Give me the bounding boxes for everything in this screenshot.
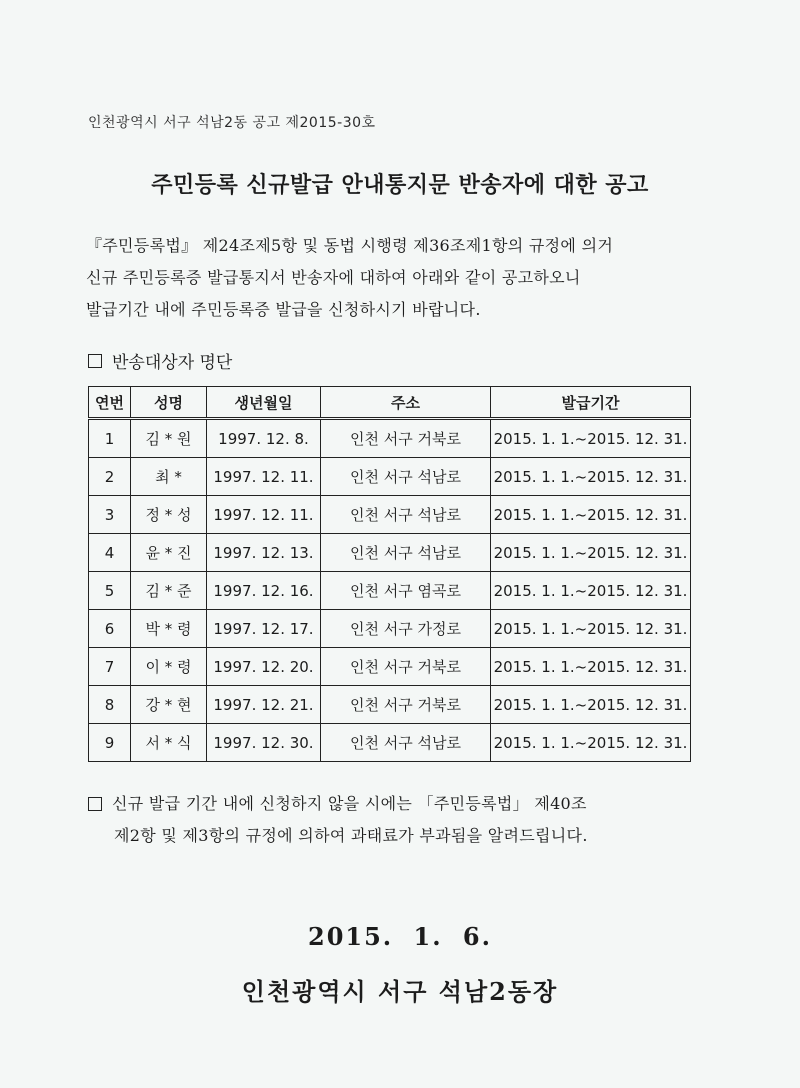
notice-date: 2015. 1. 6. — [308, 922, 492, 951]
cell-name: 이 * 령 — [131, 648, 207, 686]
cell-period: 2015. 1. 1.~2015. 12. 31. — [491, 648, 691, 686]
cell-address: 인천 서구 거북로 — [321, 419, 491, 458]
cell-name: 최 * — [131, 458, 207, 496]
roster-heading-label: 반송대상자 명단 — [112, 353, 233, 373]
cell-birthdate: 1997. 12. 11. — [207, 458, 321, 496]
cell-number: 4 — [89, 534, 131, 572]
cell-address: 인천 서구 석남로 — [321, 458, 491, 496]
cell-name: 박 * 령 — [131, 610, 207, 648]
cell-name: 서 * 식 — [131, 724, 207, 762]
cell-address: 인천 서구 거북로 — [321, 648, 491, 686]
issuing-authority: 인천광역시 서구 석남2동장 — [241, 977, 559, 1006]
notice-number: 인천광역시 서구 석남2동 공고 제2015-30호 — [88, 115, 376, 131]
roster-heading — [88, 348, 232, 373]
cell-number: 5 — [89, 572, 131, 610]
table-row — [89, 534, 691, 572]
cell-period: 2015. 1. 1.~2015. 12. 31. — [491, 724, 691, 762]
table-header-row — [89, 387, 691, 419]
penalty-notice-line: 신규 발급 기간 내에 신청하지 않을 시에는 「주민등록법」 제40조 — [112, 794, 587, 813]
document-title: 주민등록 신규발급 안내통지문 반송자에 대한 공고 — [151, 172, 649, 198]
intro-paragraph — [86, 230, 716, 326]
cell-period: 2015. 1. 1.~2015. 12. 31. — [491, 419, 691, 458]
cell-number: 2 — [89, 458, 131, 496]
cell-address: 인천 서구 석남로 — [321, 496, 491, 534]
table-row — [89, 724, 691, 762]
cell-period: 2015. 1. 1.~2015. 12. 31. — [491, 534, 691, 572]
cell-birthdate: 1997. 12. 20. — [207, 648, 321, 686]
cell-name: 김 * 원 — [131, 419, 207, 458]
cell-birthdate: 1997. 12. 11. — [207, 496, 321, 534]
table-row — [89, 496, 691, 534]
cell-name: 강 * 현 — [131, 686, 207, 724]
cell-name: 김 * 준 — [131, 572, 207, 610]
intro-line: 신규 주민등록증 발급통지서 반송자에 대하여 아래와 같이 공고하오니 — [86, 268, 581, 287]
cell-period: 2015. 1. 1.~2015. 12. 31. — [491, 686, 691, 724]
table-row — [89, 686, 691, 724]
cell-number: 3 — [89, 496, 131, 534]
cell-address: 인천 서구 염곡로 — [321, 572, 491, 610]
cell-birthdate: 1997. 12. 17. — [207, 610, 321, 648]
cell-period: 2015. 1. 1.~2015. 12. 31. — [491, 496, 691, 534]
cell-address: 인천 서구 석남로 — [321, 724, 491, 762]
cell-number: 6 — [89, 610, 131, 648]
cell-period: 2015. 1. 1.~2015. 12. 31. — [491, 572, 691, 610]
cell-birthdate: 1997. 12. 30. — [207, 724, 321, 762]
intro-line: 『주민등록법』 제24조제5항 및 동법 시행령 제36조제1항의 규정에 의거 — [86, 236, 614, 255]
cell-address: 인천 서구 석남로 — [321, 534, 491, 572]
column-header-name: 성명 — [131, 387, 207, 419]
checkbox-square-icon — [88, 354, 102, 368]
column-header-address: 주소 — [321, 387, 491, 419]
cell-birthdate: 1997. 12. 13. — [207, 534, 321, 572]
column-header-birthdate: 생년월일 — [207, 387, 321, 419]
table-row — [89, 419, 691, 458]
cell-birthdate: 1997. 12. 8. — [207, 419, 321, 458]
cell-address: 인천 서구 가정로 — [321, 610, 491, 648]
table-row — [89, 458, 691, 496]
table-row — [89, 572, 691, 610]
cell-address: 인천 서구 거북로 — [321, 686, 491, 724]
cell-birthdate: 1997. 12. 21. — [207, 686, 321, 724]
cell-period: 2015. 1. 1.~2015. 12. 31. — [491, 458, 691, 496]
cell-number: 8 — [89, 686, 131, 724]
penalty-notice-line: 제2항 및 제3항의 규정에 의하여 과태료가 부과됨을 알려드립니다. — [114, 826, 588, 845]
table-row — [89, 610, 691, 648]
column-header-number: 연번 — [89, 387, 131, 419]
cell-birthdate: 1997. 12. 16. — [207, 572, 321, 610]
cell-number: 9 — [89, 724, 131, 762]
cell-number: 7 — [89, 648, 131, 686]
cell-name: 정 * 성 — [131, 496, 207, 534]
checkbox-square-icon — [88, 797, 102, 811]
cell-number: 1 — [89, 419, 131, 458]
intro-line: 발급기간 내에 주민등록증 발급을 신청하시기 바랍니다. — [86, 300, 481, 319]
cell-period: 2015. 1. 1.~2015. 12. 31. — [491, 610, 691, 648]
table-row — [89, 648, 691, 686]
penalty-notice — [88, 788, 708, 852]
roster-table — [88, 386, 691, 762]
column-header-period: 발급기간 — [491, 387, 691, 419]
cell-name: 윤 * 진 — [131, 534, 207, 572]
